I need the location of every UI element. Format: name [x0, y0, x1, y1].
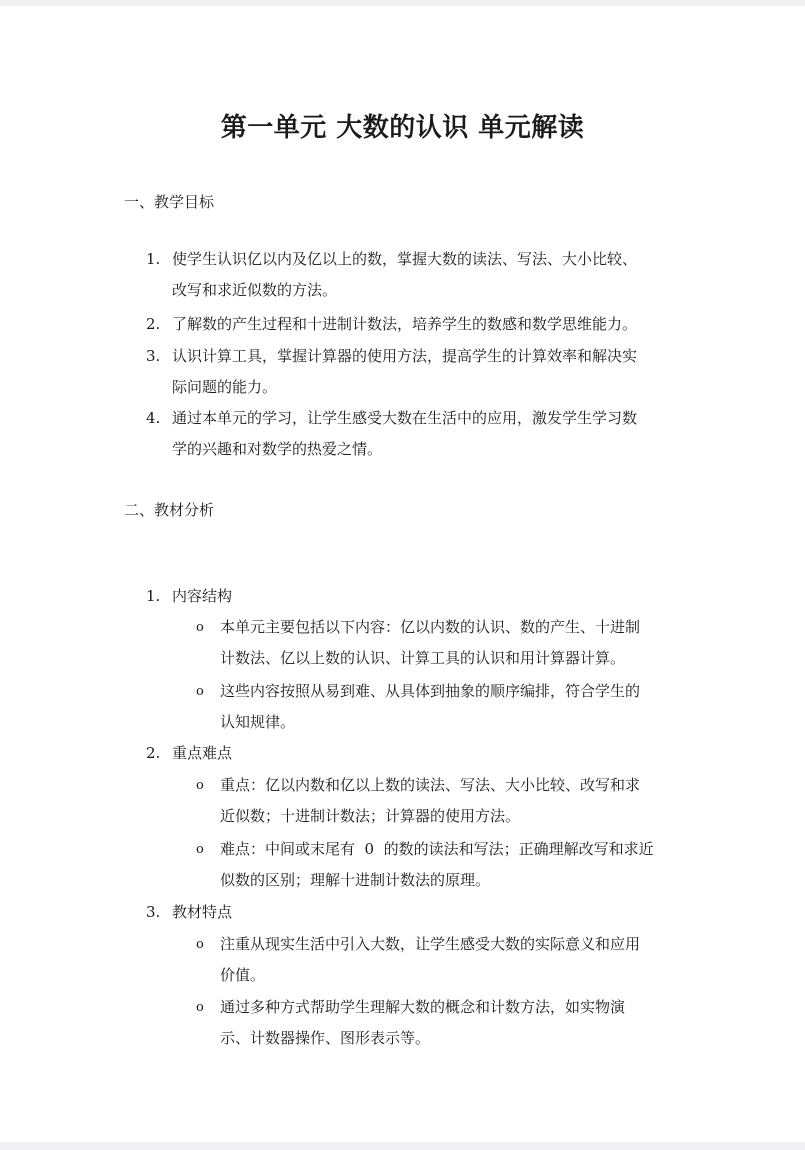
sub-item-text-line: 本单元主要包括以下内容：亿以内数的认识、数的产生、十进制	[220, 618, 641, 636]
sub-item-text-line: 通过多种方式帮助学生理解大数的概念和计数方法，如实物演	[220, 998, 626, 1016]
section-heading-material-analysis: 二、教材分析	[124, 501, 215, 519]
bullet-icon: o	[196, 1000, 204, 1015]
sub-item	[196, 612, 688, 674]
list-item-text-line: 使学生认识亿以内及亿以上的数，掌握大数的读法、写法、大小比较、	[172, 250, 638, 268]
list-number: 3.	[146, 347, 161, 365]
bullet-icon: o	[196, 842, 204, 857]
bullet-icon: o	[196, 620, 204, 635]
sub-item	[196, 676, 688, 738]
goal-item-1	[146, 244, 686, 306]
sub-item	[196, 834, 688, 896]
sub-item-text-line: 注重从现实生活中引入大数，让学生感受大数的实际意义和应用	[220, 935, 641, 953]
analysis-item-material-features	[146, 897, 686, 928]
sub-item-text-line: 示、计数器操作、图形表示等。	[220, 1029, 431, 1047]
list-number: 2.	[146, 744, 161, 762]
list-number: 3.	[146, 903, 161, 921]
sub-item-text-line: 这些内容按照从易到难、从具体到抽象的顺序编排，符合学生的	[220, 682, 641, 700]
sub-item-text-line: 近似数；十进制计数法；计算器的使用方法。	[220, 807, 521, 825]
bullet-icon: o	[196, 778, 204, 793]
sub-item	[196, 929, 688, 991]
list-item-text-line: 学的兴趣和对数学的热爱之情。	[172, 440, 383, 458]
analysis-item-key-points	[146, 738, 686, 769]
goal-item-2	[146, 309, 686, 340]
bullet-icon: o	[196, 937, 204, 952]
sub-item-text-line: 认知规律。	[220, 713, 296, 731]
sub-item-text-line: 价值。	[220, 966, 266, 984]
list-item-text-line: 改写和求近似数的方法。	[172, 281, 338, 299]
section-heading-teaching-goals: 一、教学目标	[124, 193, 215, 211]
document-page	[0, 6, 805, 1142]
list-number: 1.	[146, 587, 161, 605]
list-number: 1.	[146, 250, 161, 268]
sub-item-text-line: 重点：亿以内数和亿以上数的读法、写法、大小比较、改写和求	[220, 776, 641, 794]
list-number: 4.	[146, 409, 161, 427]
bullet-icon: o	[196, 684, 204, 699]
list-item-text-line: 际问题的能力。	[172, 378, 278, 396]
list-item-text-line: 通过本单元的学习，让学生感受大数在生活中的应用，激发学生学习数	[172, 409, 638, 427]
list-item-text-line: 了解数的产生过程和十进制计数法，培养学生的数感和数学思维能力。	[172, 315, 638, 333]
sub-item	[196, 770, 688, 832]
sub-item	[196, 992, 688, 1054]
page-title: 第一单元 大数的认识 单元解读	[220, 113, 585, 143]
list-item-text-line: 认识计算工具，掌握计算器的使用方法，提高学生的计算效率和解决实	[172, 347, 638, 365]
list-item-label: 教材特点	[172, 903, 233, 921]
sub-item-text-line: 计数法、亿以上数的认识、计算工具的认识和用计算器计算。	[220, 649, 626, 667]
sub-item-text-line: 似数的区别；理解十进制计数法的原理。	[220, 871, 491, 889]
list-item-label: 内容结构	[172, 587, 233, 605]
list-number: 2.	[146, 315, 161, 333]
analysis-item-content-structure	[146, 581, 686, 612]
list-item-label: 重点难点	[172, 744, 233, 762]
sub-item-text-line: 难点：中间或末尾有 0 的数的读法和写法；正确理解改写和求近	[220, 840, 654, 858]
goal-item-4	[146, 403, 686, 465]
goal-item-3	[146, 341, 686, 403]
